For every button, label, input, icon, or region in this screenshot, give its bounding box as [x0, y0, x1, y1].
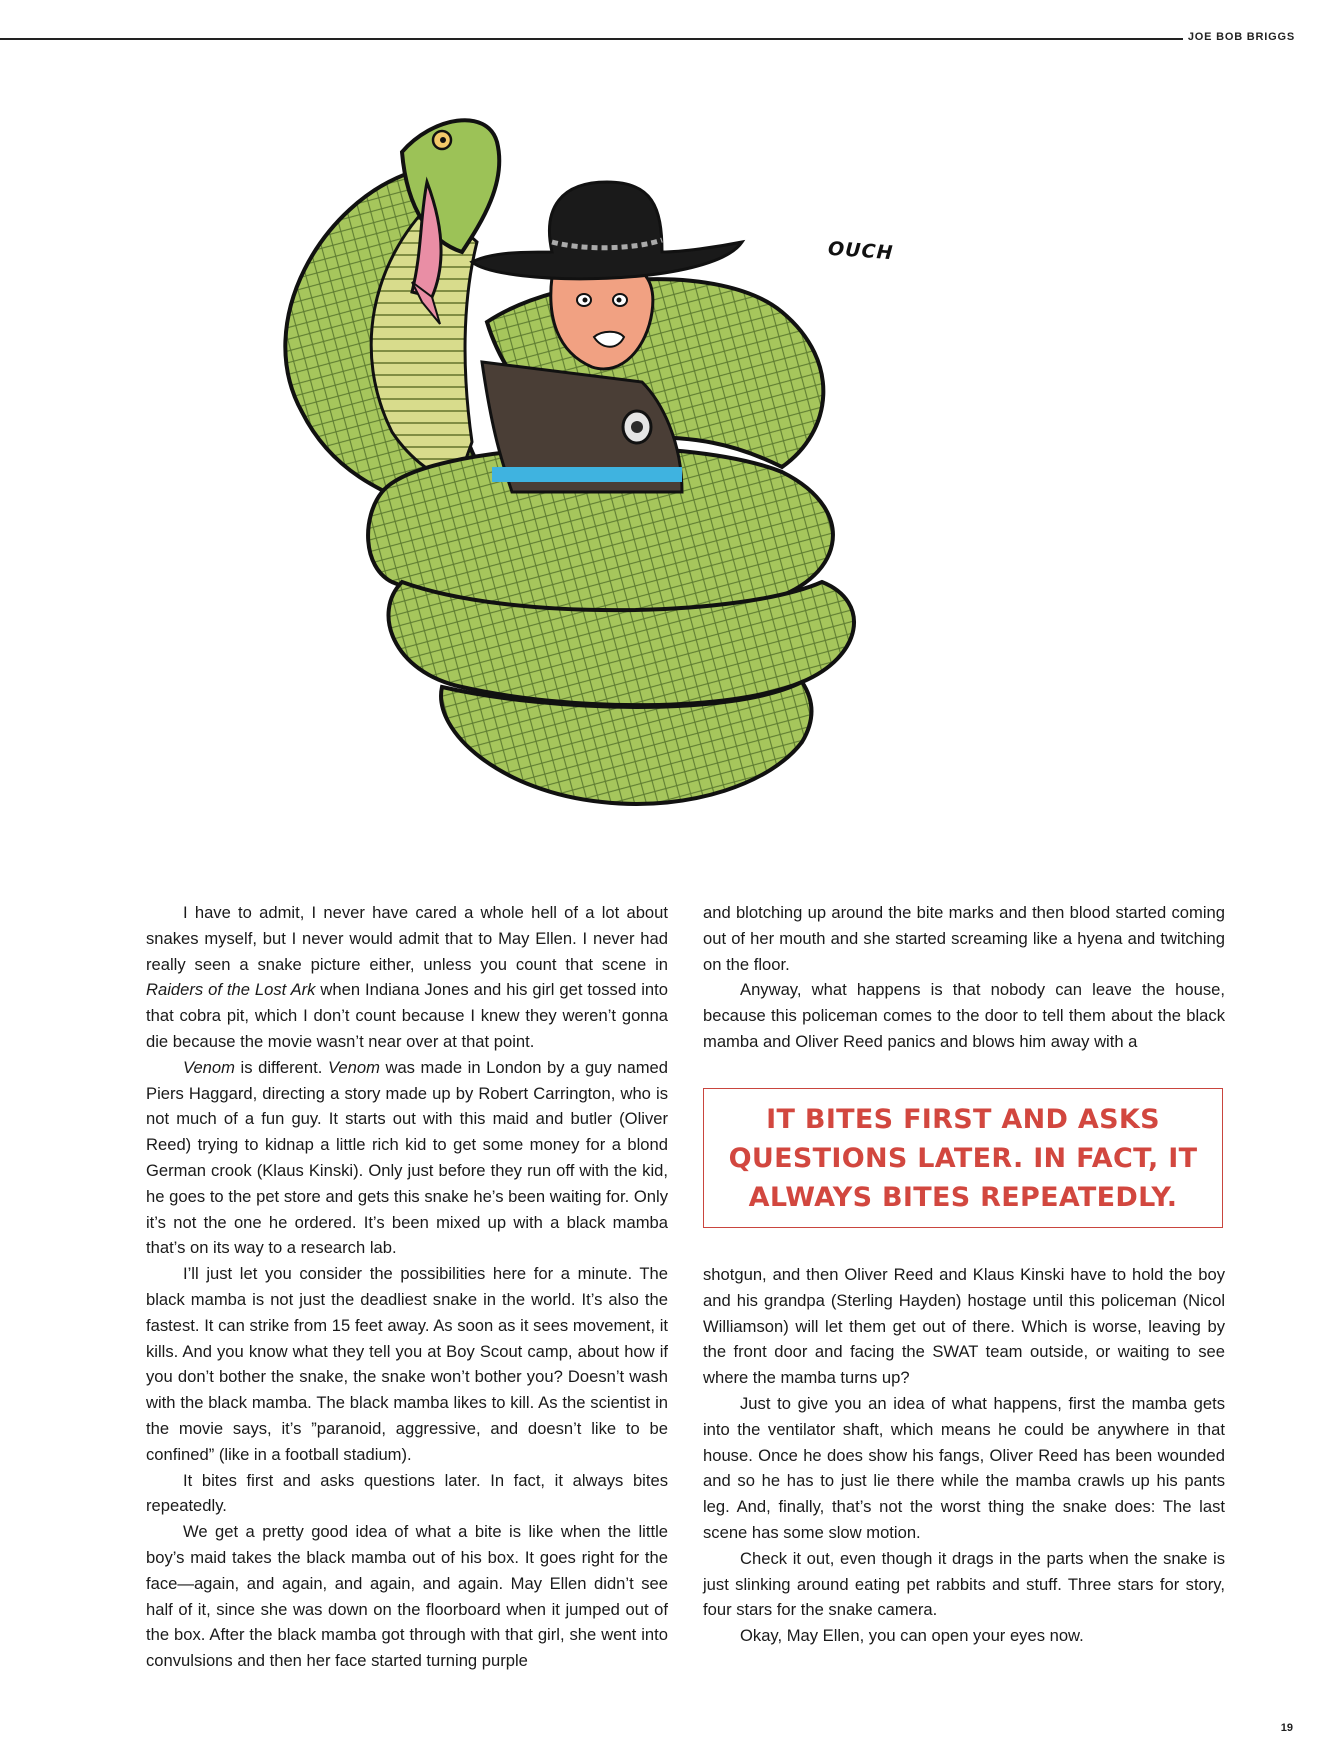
ouch-sound-effect: OUCH [827, 237, 895, 265]
paragraph: Venom is different. Venom was made in London by a guy named Piers Haggard, directing a story made up by Robert Carrington, who is not much of a fun guy. It starts out with this maid and butler (Oliver Reed) trying to kidnap a little rich kid to get some money for a blond German crook (Klaus Kinski). Only just before they run off with the kid, he goes to the pet store and gets this snake he’s been waiting for. Only it’s not the one he ordered. It’s been mixed up with a black mamba that’s on its way to a research lab. [146, 1057, 668, 1258]
pull-quote-box [703, 1088, 1223, 1228]
paragraph: We get a pretty good idea of what a bite is like when the little boy’s maid takes the black mamba out of his box. It goes right for the face—again, and again, and again, and again. May Ellen didn’t see half of it, since she was down on the floorboard when it jumped out of the box. After the black mamba got through with that girl, she went into convulsions and then her face started turning purple [146, 1522, 668, 1671]
paragraph: It bites first and asks questions later. In fact, it always bites repeatedly. [146, 1470, 668, 1516]
paragraph: shotgun, and then Oliver Reed and Klaus Kinski have to hold the boy and his grandpa (Sterling Hayden) hostage until this policeman (Nicol Williamson) will let them get out of there. Which is worse, leaving by the front door and facing the SWAT team outside, or waiting to see where the mamba turns up? [703, 1265, 1225, 1388]
paragraph: I’ll just let you consider the possibilities here for a minute. The black mamba is not just the deadliest snake in the world. It’s also the fastest. It can strike from 15 feet away. As soon as it sees movement, it kills. And you know what they tell you at Boy Scout camp, about how if you don’t bother the snake, the snake won’t bother you? Doesn’t wash with the black mamba. The black mamba likes to kill. As the scientist in the movie says, it’s ”paranoid, aggressive, and doesn’t like to be confined” (like in a football stadium). [146, 1264, 668, 1464]
page-number: 19 [1280, 1722, 1293, 1734]
right-column-bottom [703, 1262, 1225, 1649]
paragraph: I have to admit, I never have cared a whole hell of a lot about snakes myself, but I never would admit that to May Ellen. I never had really seen a snake picture either, unless you count that scene in Raiders of the Lost Ark when Indiana Jones and his girl get tossed into that cobra pit, which I don’t count because I knew they weren’t gonna die because the movie wasn’t near over at that point. [146, 903, 668, 1051]
paragraph: Check it out, even though it drags in the parts when the snake is just slinking around eating pet rabbits and stuff. Three stars for story, four stars for the snake camera. [703, 1548, 1225, 1620]
pull-quote-text: IT BITES FIRST AND ASKS QUESTIONS LATER. IN FACT, IT ALWAYS BITES REPEATEDLY. [728, 1103, 1198, 1213]
running-head: JOE BOB BRIGGS [1187, 31, 1295, 43]
paragraph: Anyway, what happens is that nobody can leave the house, because this policeman comes to the door to tell them about the black mamba and Oliver Reed panics and blows him away with a [703, 980, 1225, 1051]
left-column [146, 900, 668, 1674]
right-column-top [703, 900, 1225, 1055]
header-rule [0, 38, 1183, 40]
snake-illustration [262, 112, 982, 847]
paragraph: Okay, May Ellen, you can open your eyes now. [740, 1626, 1084, 1646]
paragraph: Just to give you an idea of what happens, first the mamba gets into the ventilator shaft, which means he could be anywhere in that house. Once he does show his fangs, Oliver Reed has been wounded and so he has to just lie there while the mamba crawls up his pants leg. And, finally, that’s not the worst thing the snake does: The last scene has some slow motion. [703, 1393, 1225, 1542]
paragraph: and blotching up around the bite marks and then blood started coming out of her mouth and she started screaming like a hyena and twitching on the floor. [703, 903, 1225, 974]
